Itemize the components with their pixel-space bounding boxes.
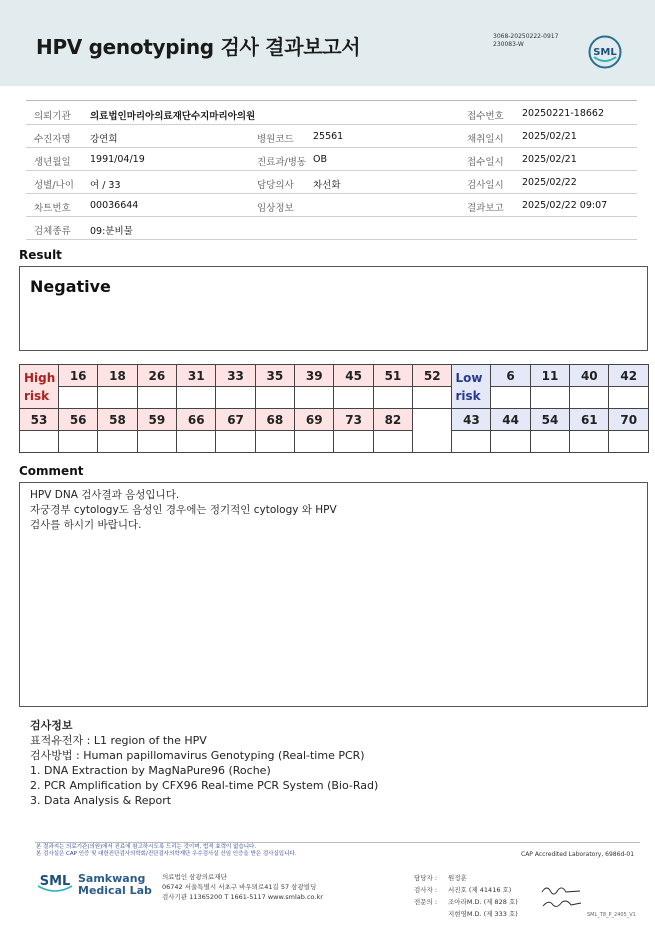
high-risk-type: 69 [295, 409, 334, 431]
dob-label: 생년월일 [34, 157, 71, 168]
test-info [30, 718, 378, 808]
high-risk-type: 45 [334, 365, 373, 387]
high-risk-type: 73 [334, 409, 373, 431]
brand-line-2: Medical Lab [78, 884, 152, 897]
staff-list [414, 872, 518, 920]
genotype-result-cell [609, 387, 649, 409]
sml-logo-icon [588, 35, 622, 69]
genotype-result-cell [295, 431, 334, 453]
high-risk-type: 51 [373, 365, 412, 387]
result-heading: Result [19, 248, 62, 262]
test-info-line: 2. PCR Amplification by CFX96 Real-time PCR System (Bio-Rad) [30, 779, 379, 792]
staff-name: 지현영M.D. (제 333 호) [448, 910, 518, 918]
staff-name: 조아라M.D. (제 828 호) [448, 898, 518, 906]
result-box [19, 266, 648, 351]
name-value: 강연희 [90, 134, 118, 145]
genotype-row-2-numbers [20, 409, 649, 431]
test-info-heading: 검사정보 [30, 719, 73, 732]
genotype-result-cell [98, 387, 137, 409]
collect-date-label: 채취일시 [467, 134, 504, 145]
test-info-line: 표적유전자 : L1 region of the HPV [30, 734, 207, 747]
genotype-result-cell [413, 387, 452, 409]
footer-note-2: 본 검사실은 CAP 인증 및 대한진단검사의학회/진단검사의학재단 우수검사실 신임 인증을 받은 검사실입니다. [36, 851, 297, 857]
comment-box [19, 482, 648, 707]
genotype-result-cell [216, 387, 255, 409]
doctor-value: 차선화 [313, 180, 341, 191]
high-risk-type: 53 [20, 409, 59, 431]
dob-value: 1991/04/19 [90, 154, 145, 165]
info-row-3 [26, 148, 637, 171]
staff-row [414, 896, 518, 908]
low-risk-type: 11 [530, 365, 569, 387]
lab-org: 의료법인 삼광의료재단 [162, 873, 227, 881]
comment-line-3: 검사를 하시기 바랍니다. [30, 519, 142, 531]
document-number [493, 33, 558, 49]
staff-row [414, 872, 518, 884]
info-row-5 [26, 194, 637, 217]
high-risk-type: 26 [137, 365, 176, 387]
high-risk-type: 67 [216, 409, 255, 431]
high-risk-type: 58 [98, 409, 137, 431]
institution-label: 의뢰기관 [34, 111, 71, 122]
genotype-result-cell [216, 431, 255, 453]
lab-contact: 검사기관 11365200 T 1661-5117 www.smlab.co.kr [162, 893, 323, 901]
test-info-line: 1. DNA Extraction by MagNaPure96 (Roche) [30, 764, 271, 777]
info-row-2 [26, 125, 637, 148]
high-risk-type: 66 [177, 409, 216, 431]
genotype-result-cell [491, 431, 530, 453]
genotype-result-cell [177, 387, 216, 409]
high-risk-type: 56 [59, 409, 98, 431]
info-top-divider [26, 100, 637, 101]
form-code: SML_T8_P_2405_V1 [587, 912, 636, 918]
info-row-6 [26, 217, 637, 240]
genotype-result-cell [137, 387, 176, 409]
low-risk-type: 43 [452, 409, 491, 431]
genotype-result-cell [609, 431, 649, 453]
receipt-no-label: 접수번호 [467, 111, 504, 122]
sex-age-label: 성별/나이 [34, 180, 74, 191]
staff-row [414, 908, 518, 920]
genotype-result-cell [530, 431, 569, 453]
collect-date-value: 2025/02/21 [522, 131, 577, 142]
genotype-result-cell [255, 387, 294, 409]
genotype-result-cell [137, 431, 176, 453]
genotype-result-cell [295, 387, 334, 409]
high-risk-type: 59 [137, 409, 176, 431]
high-risk-label-1: High [24, 370, 56, 385]
high-risk-type: 31 [177, 365, 216, 387]
genotype-result-cell [491, 387, 530, 409]
doc-no-line-2: 230083-W [493, 41, 524, 48]
genotype-result-cell [373, 431, 412, 453]
high-risk-type: 39 [295, 365, 334, 387]
result-value: Negative [30, 277, 111, 296]
test-date-label: 검사일시 [467, 180, 504, 191]
dept-value: OB [313, 154, 327, 165]
sex-age-value: 여 / 33 [90, 180, 121, 191]
report-date-value: 2025/02/22 09:07 [522, 200, 608, 211]
genotype-result-cell [59, 387, 98, 409]
receipt-date-value: 2025/02/21 [522, 154, 577, 165]
signature-icon [540, 882, 584, 912]
comment-line-1: HPV DNA 검사결과 음성입니다. [30, 489, 180, 501]
specimen-label: 검체종류 [34, 226, 71, 237]
report-date-label: 결과보고 [467, 203, 504, 214]
footer-divider [35, 842, 640, 843]
genotype-row-1-results [20, 387, 649, 409]
hospital-code-label: 병원코드 [257, 134, 294, 145]
chart-no-value: 00036644 [90, 200, 139, 211]
low-risk-type: 40 [570, 365, 609, 387]
genotype-result-cell [177, 431, 216, 453]
genotype-result-cell [334, 387, 373, 409]
footer-note-1: 본 결과지는 의료기관(의원)에서 진료에 참고하시도록 드리는 것이며, 법적 효력이 없습니다. [36, 844, 257, 850]
staff-name: 서진호 (제 41416 호) [448, 886, 512, 894]
footer-logo-text: SML [39, 874, 71, 889]
lab-addr: 06742 서울특별시 서초구 바우뫼로41길 57 삼광빌딩 [162, 883, 317, 891]
lab-address [162, 872, 323, 902]
cap-accreditation: CAP Accredited Laboratory, 6986d-01 [521, 851, 635, 858]
doc-no-line-1: 3068-20250222-0917 [493, 33, 559, 40]
genotype-result-cell [373, 387, 412, 409]
comment-heading: Comment [19, 464, 84, 478]
specimen-value: 09:분비물 [90, 226, 133, 237]
low-risk-type: 42 [609, 365, 649, 387]
low-risk-label-1: Low [455, 370, 483, 385]
footer-notes [36, 844, 296, 858]
low-risk-label-2: risk [455, 388, 481, 403]
genotype-table [19, 364, 649, 453]
high-risk-type: 33 [216, 365, 255, 387]
name-label: 수진자명 [34, 134, 71, 145]
test-info-line: 검사방법 : Human papillomavirus Genotyping (Real-time PCR) [30, 749, 365, 762]
low-risk-type: 54 [530, 409, 569, 431]
logo-text: SML [593, 47, 617, 58]
genotype-result-cell [255, 431, 294, 453]
high-risk-type: 52 [413, 365, 452, 387]
staff-role: 담당자 : [414, 874, 438, 882]
low-risk-type: 44 [491, 409, 530, 431]
genotype-result-cell [20, 431, 59, 453]
receipt-no-value: 20250221-18662 [522, 108, 605, 119]
genotype-row-2-results [20, 431, 649, 453]
samkwang-logo-icon [36, 870, 74, 894]
clinical-info-label: 임상정보 [257, 203, 294, 214]
staff-name: 원정훈 [448, 874, 467, 882]
institution-value: 의료법인마리아의료재단수지마리아의원 [90, 111, 256, 122]
high-risk-type: 35 [255, 365, 294, 387]
report-title: HPV genotyping 검사 결과보고서 [36, 35, 361, 59]
genotype-result-cell [98, 431, 137, 453]
chart-no-label: 차트번호 [34, 203, 71, 214]
low-risk-label [452, 365, 491, 409]
info-row-4 [26, 171, 637, 194]
low-risk-type: 61 [570, 409, 609, 431]
info-row-1 [26, 102, 637, 125]
brand-line-1: Samkwang [78, 872, 146, 885]
test-date-value: 2025/02/22 [522, 177, 577, 188]
high-risk-type: 68 [255, 409, 294, 431]
low-risk-type: 70 [609, 409, 649, 431]
doctor-label: 담당의사 [257, 180, 294, 191]
genotype-result-cell [530, 387, 569, 409]
hospital-code-value: 25561 [313, 131, 344, 142]
test-info-line: 3. Data Analysis & Report [30, 794, 172, 807]
comment-line-2: 자궁경부 cytology도 음성인 경우에는 정기적인 cytology 와 HPV [30, 504, 337, 516]
high-risk-type: 16 [59, 365, 98, 387]
genotype-result-cell [59, 431, 98, 453]
high-risk-type: 82 [373, 409, 412, 431]
brand-name [78, 873, 152, 897]
high-risk-label-2: risk [24, 388, 50, 403]
genotype-row-1-numbers [20, 365, 649, 387]
high-risk-label [20, 365, 59, 409]
genotype-result-cell [452, 431, 491, 453]
low-risk-type: 6 [491, 365, 530, 387]
staff-role: 전문의 : [414, 898, 438, 906]
empty-cell [413, 409, 452, 453]
high-risk-type: 18 [98, 365, 137, 387]
genotype-result-cell [570, 387, 609, 409]
staff-role: 검사자 : [414, 886, 438, 894]
receipt-date-label: 접수일시 [467, 157, 504, 168]
genotype-result-cell [570, 431, 609, 453]
genotype-result-cell [334, 431, 373, 453]
staff-row [414, 884, 518, 896]
dept-label: 진료과/병동 [257, 157, 307, 168]
